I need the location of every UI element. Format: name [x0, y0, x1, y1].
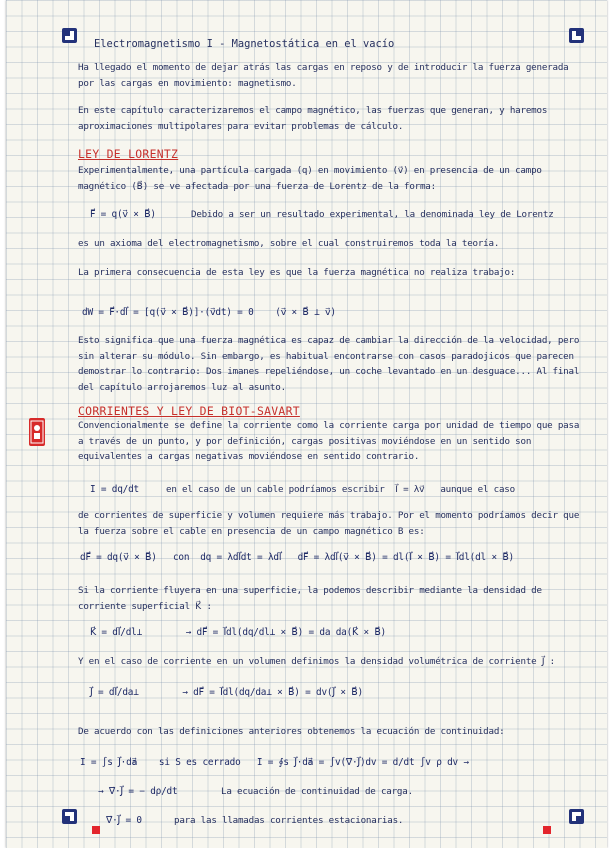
lorentz-paragraph-1: Experimentalmente, una partícula cargada (q) en movimiento (v⃗) en presencia de un campo magnético (B⃗) se ve afectada por una fuerza de Lorentz de la forma:	[78, 165, 548, 192]
lorentz-force-equation: F⃗ = q(v⃗ × B⃗)	[90, 209, 156, 220]
notebook-page	[6, 0, 607, 848]
stationary-current-note: para las llamadas corrientes estacionarias.	[174, 815, 404, 826]
work-equation: dW = F⃗·dl⃗ = [q(v⃗ × B⃗)]·(v⃗dt) = 0 (v⃗ × B⃗ ⊥ v⃗)	[82, 307, 336, 318]
margin-marker	[92, 826, 100, 834]
continuity-integral-equation: I = ∫s J⃗·da⃗ si S es cerrado I = ∮s J⃗·da⃗ = ∫v(∇⃗·J⃗)dv = d/dt ∫v ρ dv →	[80, 757, 469, 768]
lorentz-force-note: Debido a ser un resultado experimental, la denominada ley de Lorentz	[191, 209, 554, 220]
biot-paragraph-5: De acuerdo con las definiciones anteriores obtenemos la ecuación de continuidad:	[78, 726, 505, 737]
corner-bracket-icon	[62, 809, 77, 824]
intro-paragraph-2: En este capítulo caracterizaremos el campo magnético, las fuerzas que generan, y haremos aproximaciones multipolares para evitar problemas de cálculo.	[78, 105, 553, 132]
biot-paragraph-4: Y en el caso de corriente en un volumen definimos la densidad volumétrica de corriente J⃗ :	[78, 656, 555, 667]
surface-current-equation: K⃗ = dI⃗/dl⊥ → dF⃗ = I⃗dl(dq/dl⊥ × B⃗) = da da(K⃗ × B⃗)	[90, 627, 387, 638]
current-definition-equation: I = dq/dt	[90, 484, 139, 495]
lorentz-paragraph-4: Esto significa que una fuerza magnética es capaz de cambiar la dirección de la velocidad, pero sin alterar su módulo. Sin embargo, es habitual encontrarse con casos paradojicos que parecen demostrar lo contrario: Dos imanes repeliéndose, un coche levantado en un desguace... Al final del capítulo arrojaremos luz al asunto.	[78, 335, 585, 393]
current-definition-note: en el caso de un cable podríamos escribir I⃗ = λv⃗ aunque el caso	[166, 484, 515, 495]
wire-force-equation: dF⃗ = dq(v⃗ × B⃗) con dq = λdl⃗dt = λdl⃗ dF⃗ = λdl⃗(v⃗ × B⃗) = dl(I⃗ × B⃗) = I⃗dl(dl × B⃗)	[80, 552, 515, 563]
page-title: Electromagnetismo I - Magnetostática en el vacío	[94, 38, 395, 50]
biot-paragraph-2: de corrientes de superficie y volumen requiere más trabajo. Por el momento podríamos decir que la fuerza sobre el cable en presencia de un campo magnético B es:	[78, 510, 585, 537]
biot-paragraph-3: Si la corriente fluyera en una superficie, la podemos describir mediante la densidad de corriente superficial K⃗ :	[78, 585, 548, 612]
section-heading-biot-savart: CORRIENTES Y LEY DE BIOT-SAVART	[78, 404, 300, 418]
corner-bracket-icon	[62, 28, 77, 43]
continuity-note: La ecuación de continuidad de carga.	[221, 786, 413, 797]
continuity-differential-equation: → ∇⃗·J⃗ = − dρ/dt	[98, 786, 178, 797]
lorentz-paragraph-2: es un axioma del electromagnetismo, sobre el cual construiremos toda la teoría.	[78, 238, 500, 249]
section-heading-lorentz: LEY DE LORENTZ	[78, 147, 179, 161]
brand-logo-icon	[29, 418, 45, 446]
stationary-current-equation: ∇⃗·J⃗ = 0	[106, 815, 142, 826]
volume-current-equation: J⃗ = dI⃗/da⊥ → dF⃗ = I⃗dl(dq/da⊥ × B⃗) = dv(J⃗ × B⃗)	[90, 687, 363, 698]
lorentz-paragraph-3: La primera consecuencia de esta ley es que la fuerza magnética no realiza trabajo:	[78, 267, 516, 278]
intro-paragraph-1: Ha llegado el momento de dejar atrás las cargas en reposo y de introducir la fuerza generada por las cargas en movimiento: magnetismo.	[78, 62, 574, 89]
biot-paragraph-1: Convencionalmente se define la corriente como la corriente carga por unidad de tiempo que pasa a través de un punto, y por definición, cargas positivas moviéndose en un sentido son equivalentes a cargas negativas moviéndose en sentido contrario.	[78, 420, 585, 462]
